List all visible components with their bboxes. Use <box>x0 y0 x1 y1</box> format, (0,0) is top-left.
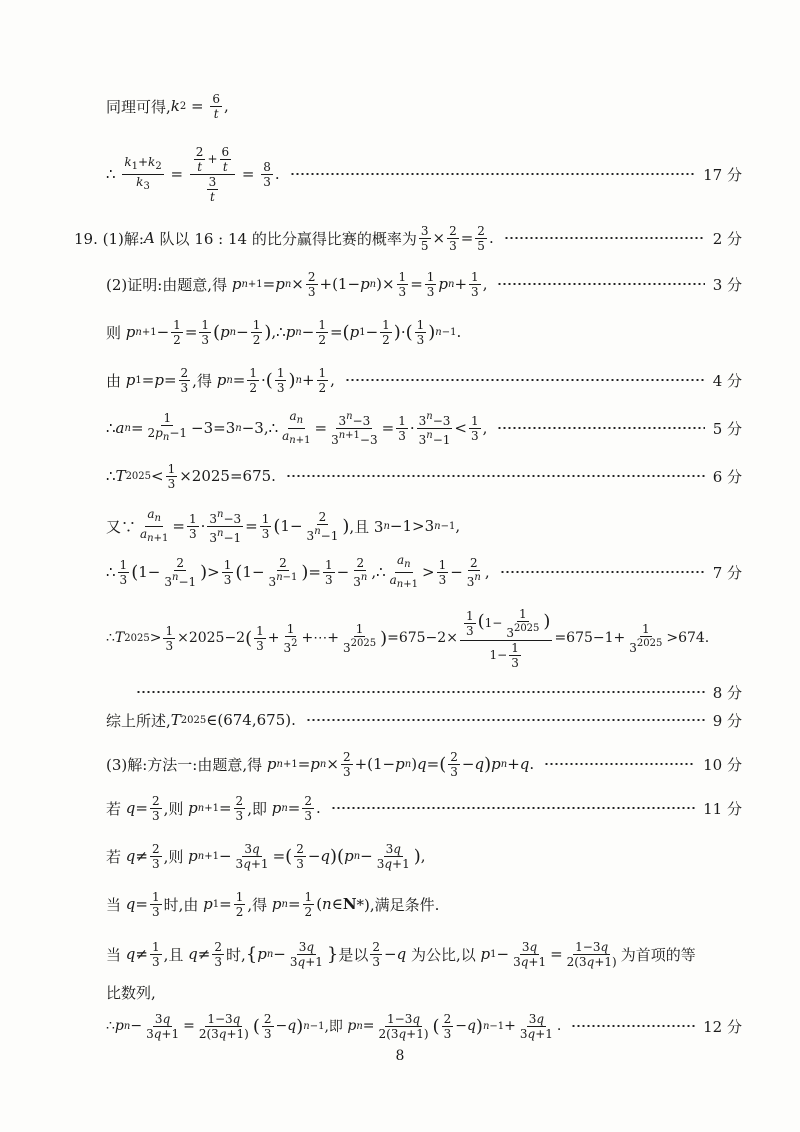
score-label: 8 分 <box>712 683 742 702</box>
solution-line <box>106 406 742 450</box>
dot-leader <box>500 571 705 573</box>
line-content: 由 p 1 = p = $\frac{2}{3}$ ,得 p n = $\frac{1}{2}$ · ( $\frac{1}{3}$ ) n + $\frac{1}{2}$ , <box>106 365 335 395</box>
dot-leader <box>290 173 695 175</box>
dot-leader <box>544 763 695 765</box>
line-content: (2)证明:由题意,得 p n+1 = p n × $\frac{2}{3}$ +(1− p n )× $\frac{1}{3}$ = $\frac{1}{3}$ p n + $\frac{1}{3}$ , <box>106 269 488 299</box>
score-label: 7 分 <box>712 563 742 582</box>
solution-line <box>106 834 742 878</box>
solution-line <box>106 84 746 128</box>
score-label: 10 分 <box>703 755 742 774</box>
solution-line <box>74 216 742 260</box>
line-content: 19. (1)解: A 队以 16 : 14 的比分赢得比赛的概率为 $\frac{3}{5}$ × $\frac{2}{3}$ = $\frac{2}{5}$ . <box>74 223 494 253</box>
line-content: 比数列, <box>106 983 156 1002</box>
solution-line <box>106 146 742 202</box>
solution-line <box>106 698 742 742</box>
line-content: ∴ T 2025 > $\frac{1}{3}$ ×2025−2 ( $\frac{1}{3}$ + $\frac{1}{3^2}$ +⋯+ $\frac{1}{3^{2025}}$ ) =675−2× $\frac{1}{3}$ (1− $\frac{1}{3^{2025}}$ ) 1− $\frac{1}{3}$ =675−1+ $\frac{1}{3^{2025}}$ >674. <box>106 606 710 670</box>
score-label: 2 分 <box>712 229 742 248</box>
solution-line <box>106 742 742 786</box>
solution-line <box>106 786 742 830</box>
line-content: 综上所述, T 2025 ∈(674,675). <box>106 711 296 730</box>
line-content: ∴ $\frac{k_1+k_2}{k_3}$ = $\frac{2}{t}$ + $\frac{6}{t}$ $\frac{3}{t}$ = $\frac{8}{3}$ . <box>106 144 280 204</box>
line-content: 当 q = $\frac{1}{3}$ 时,由 p 1 = $\frac{1}{2}$ ,得 p n = $\frac{1}{2}$ ( n ∈ N *),满足条件. <box>106 889 440 919</box>
score-label: 11 分 <box>703 799 742 818</box>
solution-line <box>106 882 742 926</box>
score-label: 5 分 <box>712 419 742 438</box>
dot-leader <box>136 691 705 693</box>
solution-line <box>106 606 746 670</box>
line-content: ∴ a n = $\frac{1}{2p_n-1}$ −3=3 n −3,∴ $\frac{a_n}{a_{n+1}}$ = $\frac{3^n-3}{3^{n+1}-3}$ = $\frac{1}{3}$ · $\frac{3^n-3}{3^n-1}$ < $\frac{1}{3}$ , <box>106 408 488 447</box>
dot-leader <box>345 379 705 381</box>
line-content: 若 q = $\frac{2}{3}$ ,则 p n+1 = $\frac{2}{3}$ ,即 p n = $\frac{2}{3}$ . <box>106 793 321 823</box>
score-label: 17 分 <box>703 165 742 184</box>
solution-line <box>106 1004 742 1048</box>
score-label: 9 分 <box>712 711 742 730</box>
solution-line <box>106 358 742 402</box>
line-content: 则 p n+1 − $\frac{1}{2}$ = $\frac{1}{3}$ ( p n − $\frac{1}{2}$ ) ,∴ p n − $\frac{1}{2}$ = ( p 1 − $\frac{1}{2}$ ) · ( $\frac{1}{3}$ ) n−1 . <box>106 317 462 347</box>
line-content: 若 q ≠ $\frac{2}{3}$ ,则 p n+1 − $\frac{3q}{3q+1}$ = ( $\frac{2}{3}$ − q ) ( p n − $\frac{3q}{3q+1}$ ) , <box>106 841 426 871</box>
line-content: ∴ T 2025 < $\frac{1}{3}$ ×2025=675. <box>106 461 276 491</box>
line-content: 同理可得, k 2 = $\frac{6}{t}$ , <box>106 91 229 121</box>
dot-leader <box>504 237 705 239</box>
line-content: (3)解:方法一:由题意,得 p n+1 = p n × $\frac{2}{3}$ +(1− p n ) q = ( $\frac{2}{3}$ − q ) p n + q . <box>106 749 535 779</box>
page-number: 8 <box>395 1048 405 1064</box>
solution-line <box>106 262 742 306</box>
line-content: ∴ p n − $\frac{3q}{3q+1}$ = $\frac{1-3q}{2(3q+1)}$ ( $\frac{2}{3}$ − q ) n−1 ,即 p n = $\frac{1-3q}{2(3q+1)}$ ( $\frac{2}{3}$ − q ) n−1 + $\frac{3q}{3q+1}$ . <box>106 1011 562 1041</box>
score-label: 12 分 <box>703 1017 742 1036</box>
solution-line <box>106 310 742 354</box>
score-label: 3 分 <box>712 275 742 294</box>
solution-line <box>106 550 742 594</box>
line-content: 当 q ≠ $\frac{1}{3}$ ,且 q ≠ $\frac{2}{3}$ 时, { p n − $\frac{3q}{3q+1}$ } 是以 $\frac{2}{3}$ − q 为公比,以 p 1 − $\frac{3q}{3q+1}$ = $\frac{1-3q}{2(3q+1)}$ 为首项的等 <box>106 939 696 969</box>
line-content: ∴ $\frac{1}{3}$ ( 1− $\frac{2}{3^n-1}$ ) > $\frac{1}{3}$ ( 1− $\frac{2}{3^{n-1}}$ ) = $\frac{1}{3}$ − $\frac{2}{3^n}$ ,∴ $\frac{a_n}{a_{n+1}}$ > $\frac{1}{3}$ − $\frac{2}{3^n}$ , <box>106 552 490 590</box>
dot-leader <box>497 283 704 285</box>
score-label: 6 分 <box>712 467 742 486</box>
solution-line <box>106 504 742 548</box>
dot-leader <box>286 475 705 477</box>
dot-leader <box>497 427 704 429</box>
line-content: 又∵ $\frac{a_n}{a_{n+1}}$ = $\frac{1}{3}$ · $\frac{3^n-3}{3^n-1}$ = $\frac{1}{3}$ ( 1− $\frac{2}{3^n-1}$ ) ,且 3 n −1>3 n−1 , <box>106 506 461 545</box>
solution-line <box>106 454 742 498</box>
score-label: 4 分 <box>712 371 742 390</box>
dot-leader <box>306 719 705 721</box>
dot-leader <box>331 807 695 809</box>
dot-leader <box>571 1025 695 1027</box>
